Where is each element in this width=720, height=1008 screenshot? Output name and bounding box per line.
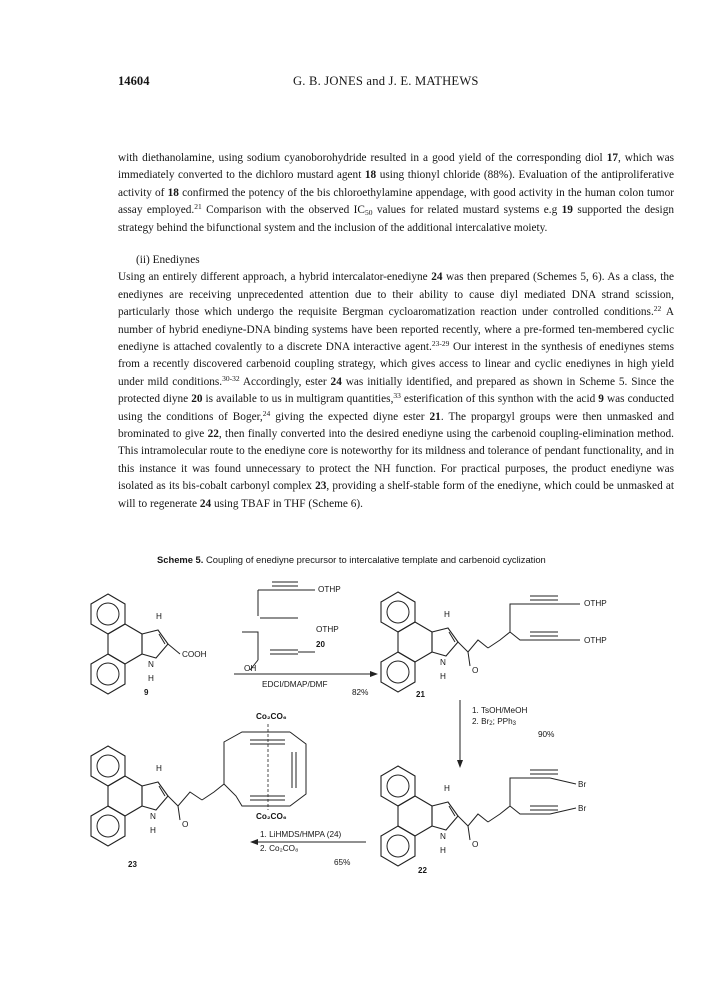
reaction-scheme <box>80 570 640 900</box>
citation-ref: 30-32 <box>222 373 240 383</box>
compound-number-22: 22 <box>418 866 427 875</box>
cobalt-complex-label: Co₂CO₆ <box>256 712 287 721</box>
atom-label-h: H <box>156 612 162 621</box>
atom-label-h: H <box>444 784 450 793</box>
step-3-reagent-2: 2. Co₂CO₈ <box>260 844 299 853</box>
atom-label-h: H <box>148 674 154 683</box>
step-3-reagent-1: 1. LiHMDS/HMPA (24) <box>260 830 342 839</box>
compound-23-structure <box>91 724 306 846</box>
page-number: 14604 <box>118 74 150 88</box>
step-1-reagents: EDCI/DMAP/DMF <box>262 680 328 689</box>
step-1-yield: 82% <box>352 688 369 697</box>
atom-label-h: H <box>444 610 450 619</box>
compound-22-structure <box>381 766 576 866</box>
group-label-othp: OTHP <box>584 636 607 645</box>
compound-ref: 18 <box>167 186 179 199</box>
running-head-authors: G. B. JONES and J. E. MATHEWS <box>293 74 479 88</box>
atom-label-h: H <box>156 764 162 773</box>
compound-20-structure <box>242 582 315 670</box>
atom-label-o: O <box>472 840 479 849</box>
compound-ref: 17 <box>606 152 618 164</box>
compound-number-21: 21 <box>416 690 425 699</box>
group-label-oh: OH <box>244 664 257 673</box>
atom-label-h: H <box>440 672 446 681</box>
step-2-reagent-1: 1. TsOH/MeOH <box>472 706 528 715</box>
group-label-othp: OTHP <box>584 599 607 608</box>
compound-21-structure <box>381 592 580 692</box>
atom-label-n: N <box>150 812 156 821</box>
page-header <box>118 74 678 94</box>
atom-label-o: O <box>472 666 479 675</box>
atom-label-h: H <box>150 826 156 835</box>
compound-ref: 24 <box>199 497 212 510</box>
compound-ref: 21 <box>429 410 441 423</box>
citation-ref: 23-29 <box>431 339 450 349</box>
cobalt-complex-label: Co₂CO₆ <box>256 812 287 821</box>
compound-ref: 20 <box>191 393 203 406</box>
step-2-yield: 90% <box>538 730 555 739</box>
compound-number-9: 9 <box>144 688 149 697</box>
compound-number-20: 20 <box>316 640 325 649</box>
atom-label-br: Br <box>578 804 587 813</box>
scheme-drawing <box>80 570 640 900</box>
group-label-othp: OTHP <box>316 625 339 634</box>
compound-ref: 18 <box>364 169 377 182</box>
atom-label-h: H <box>440 846 446 855</box>
compound-ref: 9 <box>598 393 604 406</box>
compound-ref: 19 <box>561 204 573 217</box>
compound-ref: 23 <box>315 480 327 493</box>
scheme-caption: Scheme 5. Coupling of enediyne precursor to intercalative template and carbenoid cyclization <box>157 554 546 565</box>
citation-ref: 21 <box>194 202 202 212</box>
section-enediynes <box>118 252 674 513</box>
atom-label-o: O <box>182 820 189 829</box>
compound-ref: 22 <box>207 428 219 441</box>
atom-label-n: N <box>148 660 154 669</box>
group-label-cooh: COOH <box>182 650 207 659</box>
compound-number-23: 23 <box>128 860 137 869</box>
atom-label-n: N <box>440 832 446 841</box>
citation-ref: 24 <box>262 408 271 418</box>
atom-label-n: N <box>440 658 446 667</box>
compound-9-structure <box>91 594 180 694</box>
citation-ref: 33 <box>393 391 401 401</box>
compound-ref: 24 <box>330 375 342 388</box>
paragraph-enediynes: Using an entirely different approach, a hybrid intercalator-enediyne 24 was then prepared (Schemes 5, 6). As a class, the enediynes are receiving unprecedented attention due to their ability to cause diyl mediated DNA strand scission, particularly those which undergo the requisite Bergman cycloaromatization reaction under controlled conditions.$^{22}$ A number of hybrid enediyne-DNA binding systems have been reported recently, where a pre-formed ten-membered cyclic enediyne is attached covalently to a discrete DNA interactive agent.$^{23-29}$ Our interest in the synthesis of enediynes stems from a recently discovered carbenoid coupling strategy, which gives access to linear and cyclic enediynes in high yield under mild conditions.$^{30-32}$ Accordingly, ester 24 was initially identified, and prepared as shown in Scheme 5. Since the protected diyne 20 is available to us in multigram quantities,$^{33}$ esterification of this synthon with the acid 9 was conducted using the conditions of Boger,$^{24}$ giving the expected diyne ester 21. The propargyl groups were then unmasked and brominated to give 22, then finally converted into the desired enediyne using the carbenoid coupling-elimination method. This intramolecular route to the enediyne core is noteworthy for its mildness and tolerance of pendant functionality, and in this instance it was found unnecessary to protect the NH function. For practical purposes, the product enediyne was isolated as its bis-cobalt carbonyl complex 23, providing a shelf-stable form of the enediyne, which could be unmasked at will to regenerate 24 using TBAF in THF (Scheme 6). <box>118 271 675 510</box>
atom-label-br: Br <box>578 780 587 789</box>
compound-ref: 24 <box>431 271 443 284</box>
section-heading: (ii) Enediynes <box>136 254 200 266</box>
step-3-yield: 65% <box>334 858 351 867</box>
paragraph-diol-mustard: with diethanolamine, using sodium cyanoborohydride resulted in a good yield of the corresponding diol 17, which was immediately converted to the dichloro mustard agent 18 using thionyl chloride (88%). Evaluation of the antiproliferative activity of 18 confirmed the potency of the bis chloroethylamine appendage, with good activity in the human colon tumor assay employed.$^{21}$ Comparison with the observed $IC_{50}$ values for related mustard systems e.g 19 supported the design strategy behind the bifunctional system and the inclusion of the additional intercalative moiety. <box>118 152 674 234</box>
citation-ref: 22 <box>653 304 662 314</box>
step-2-reagent-2: 2. $Br_2$; PPh$_3$ <box>472 717 517 727</box>
group-label-othp: OTHP <box>318 585 341 594</box>
